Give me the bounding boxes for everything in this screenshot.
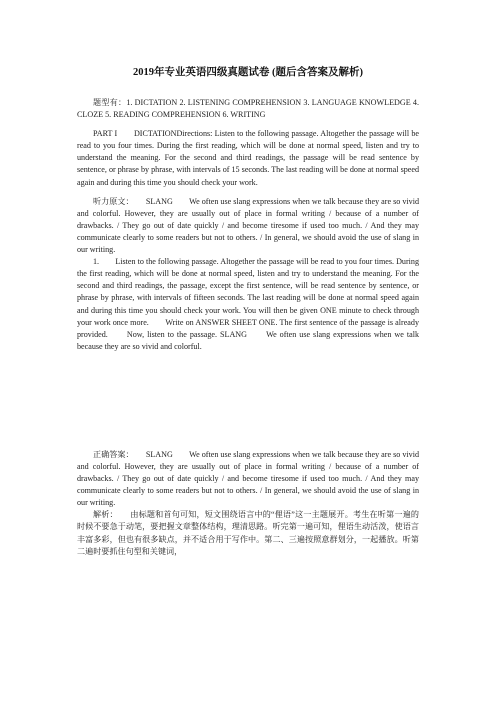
document-body xyxy=(77,97,419,558)
question-types-line: 题型有：1. DICTATION 2. LISTENING COMPREHENSION 3. LANGUAGE KNOWLEDGE 4. CLOZE 5. READING COMPREHENSION 6. WRITING xyxy=(77,98,419,120)
answer-analysis: 解析： 由标题和首句可知，短文围绕语言中的“俚语”这一主题展开。考生在听第一遍的时候不要急于动笔，要把握文章整体结构，理清思路。听完第一遍可知，俚语生动活泼，使语言丰富多彩，但也有很多缺点，并不适合用于写作中。第二、三遍按照意群划分，一起播放。听第二遍时要抓住句型和关键词， xyxy=(77,510,419,556)
part1-directions: PART I DICTATIONDirections: Listen to the following passage. Altogether the passage will be read to you four times. During the first reading, which will be done at normal speed, listen and try to understand the meaning. For the second and third readings, the passage will be read sentence by sentence, or phrase by phrase, with intervals of 15 seconds. The last reading will be done at normal speed again and during this time you should check your work. xyxy=(77,129,419,187)
document-title: 2019年专业英语四级真题试卷 (题后含答案及解析) xyxy=(132,67,364,78)
correct-answer: 正确答案： SLANG We often use slang expressions when we talk because they are so vivid and colorful. However, they are usually out of place in formal writing / because of a number of drawbacks. / They go out of date quickly / and become tiresome if used too much. / And they may communicate clearly to some readers but not to others. / In general, we should avoid the use of slang in our writing. xyxy=(77,449,419,508)
listening-original-text: 听力原文： SLANG We often use slang expressions when we talk because they are so vivid and colorful. However, they are usually out of place in formal writing / because of a number of drawbacks. / They go out of date quickly / and become tiresome if used too much. / And they may communicate clearly to some readers but not to others. / In general, we should avoid the use of slang in our writing. xyxy=(77,196,419,255)
question-1: 1. Listen to the following passage. Altogether the passage will be read to you four times. During the first reading, which will be done at normal speed, listen and try to understand the meaning. For the second and third readings, the passage, except the first sentence, will be read sentence by sentence, or phrase by phrase, with intervals of fifteen seconds. The last reading will be done at normal speed again and during this time you should check your work. You will then be given ONE minute to check through your work once more. Write on ANSWER SHEET ONE. The first sentence of the passage is already provided. Now, listen to the passage. SLANG We often use slang expressions when we talk because they are so vivid and colorful. xyxy=(77,257,419,351)
